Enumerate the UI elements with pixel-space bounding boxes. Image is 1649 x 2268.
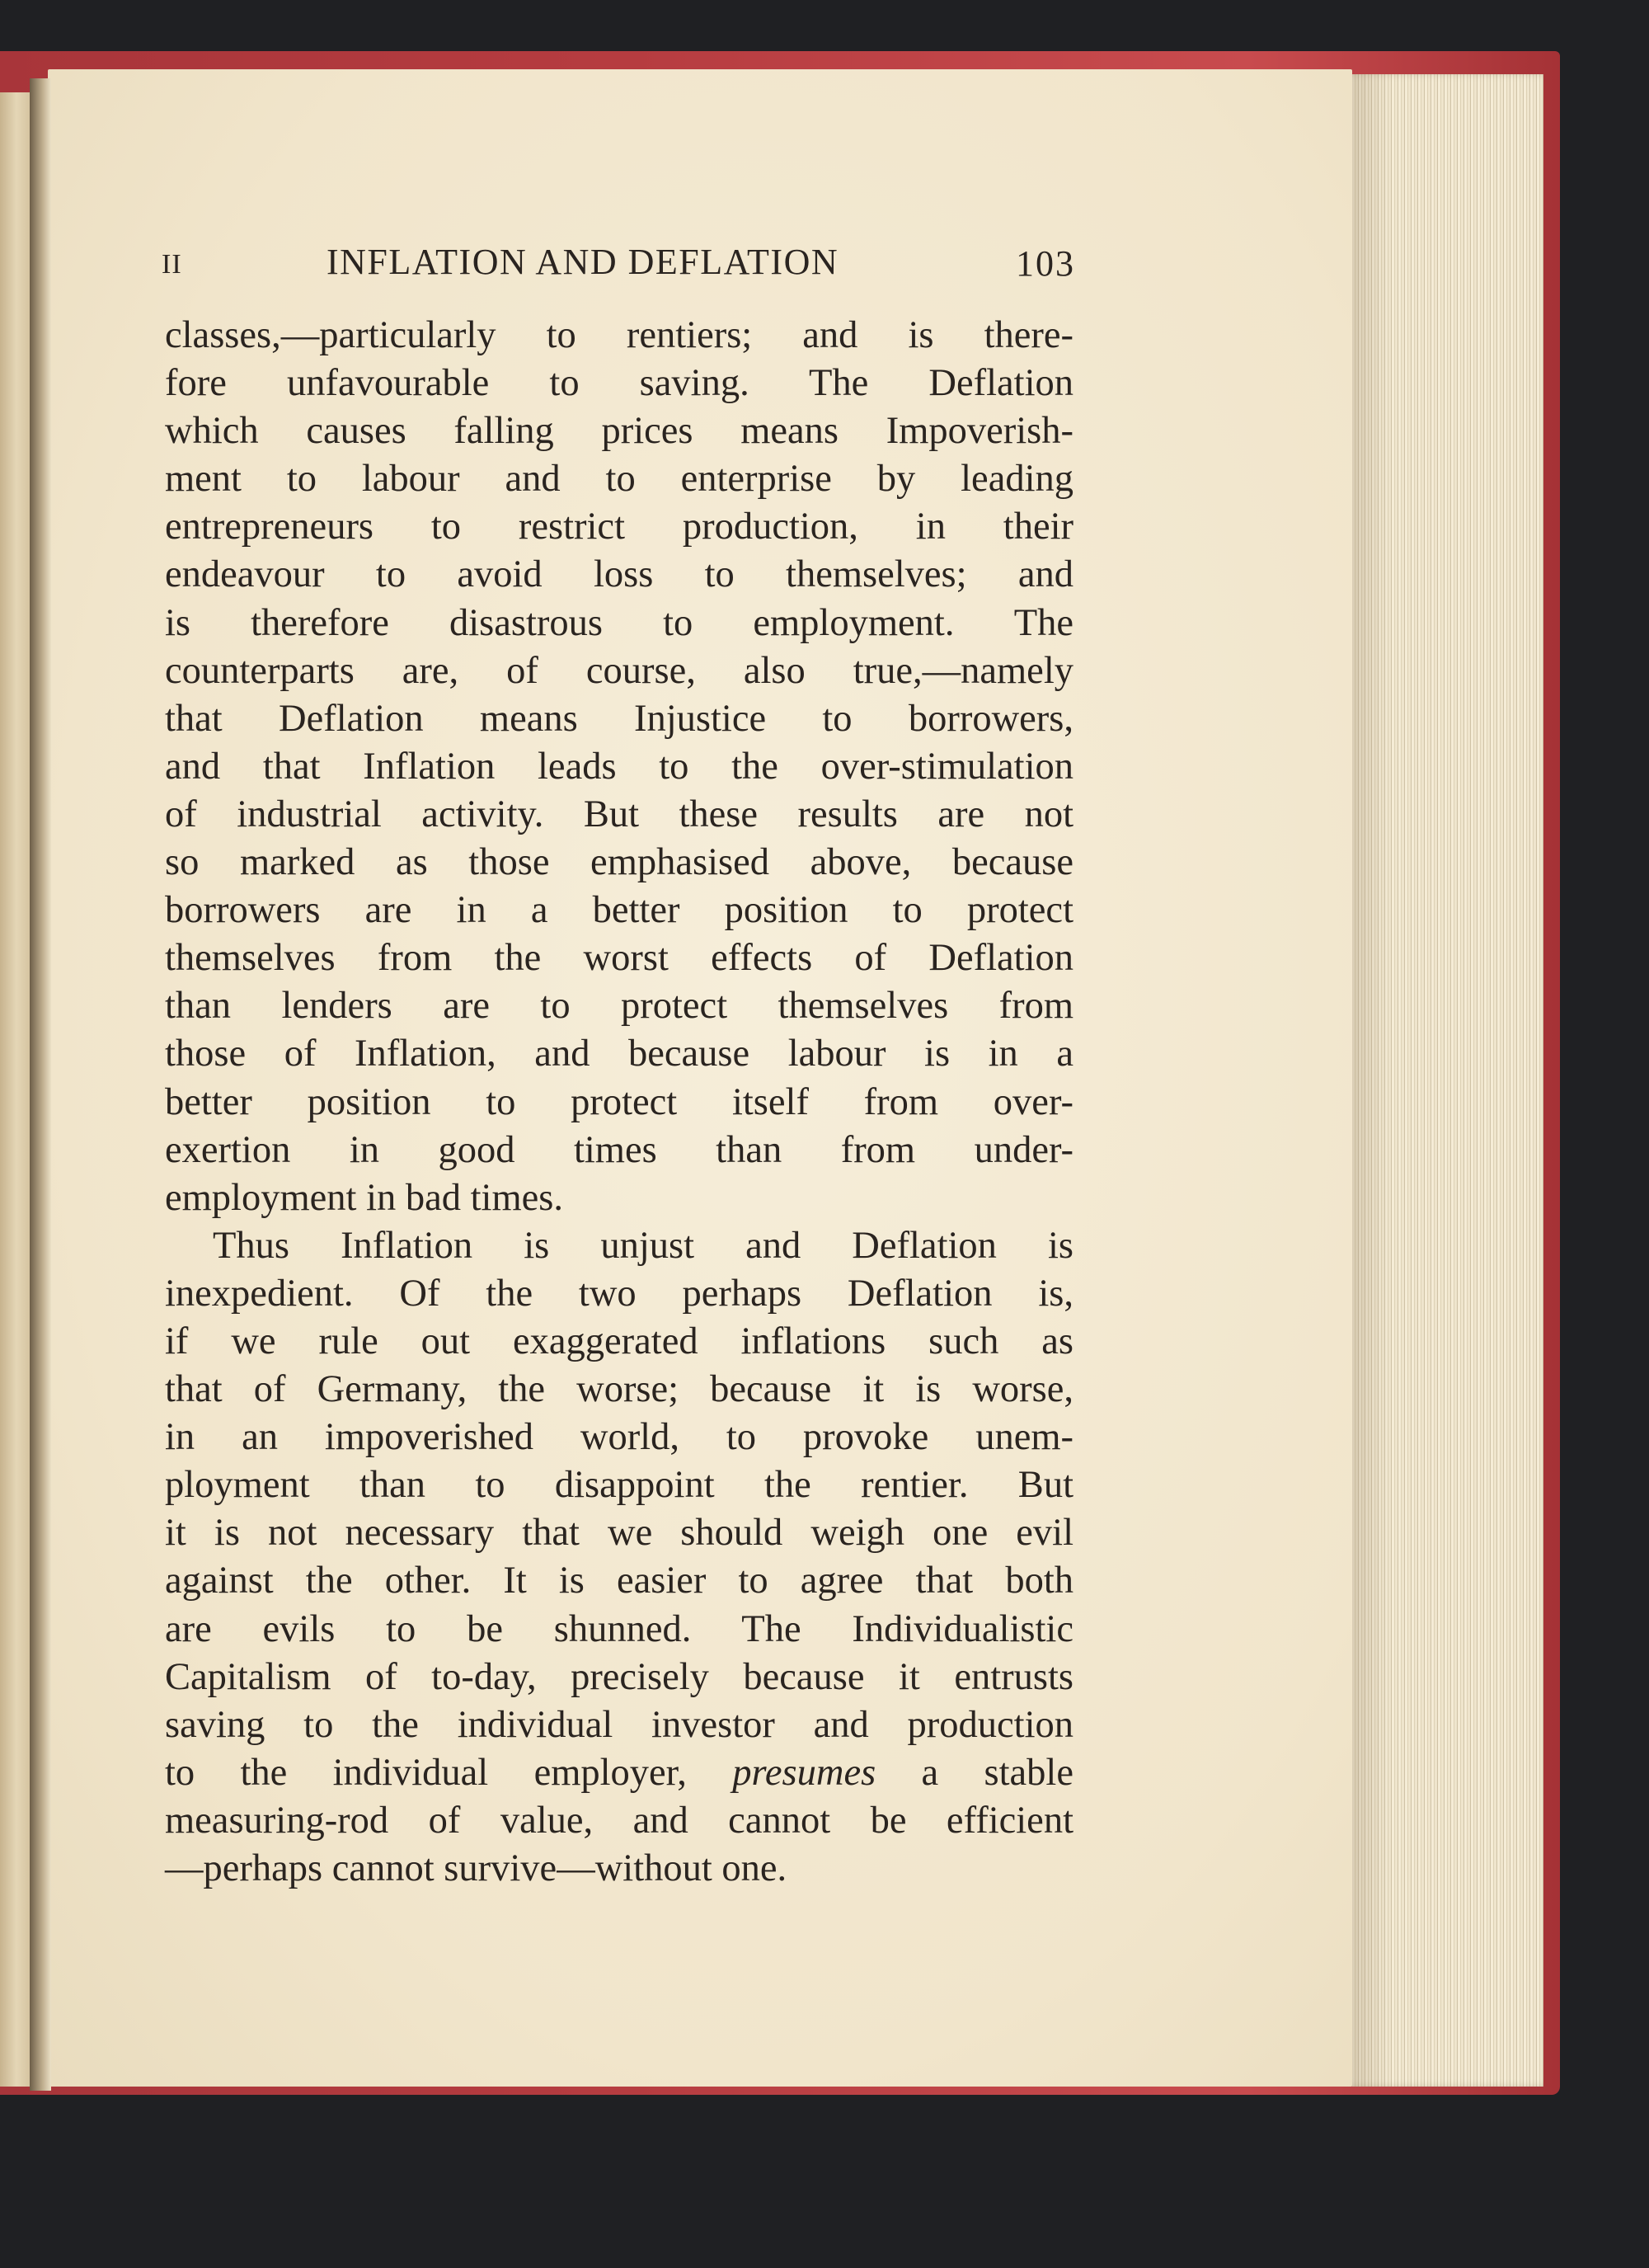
text-line-with-italic [165, 1749, 1073, 1797]
text-line: classes,—particularly to rentiers; and is there- [165, 314, 1073, 356]
text-line: borrowers are in a better position to protect [165, 889, 1073, 932]
text-line: exertion in good times than from under- [165, 1128, 1073, 1171]
text-line: which causes falling prices means Impoverish- [165, 410, 1073, 453]
text-line: themselves from the worst effects of Deflation [165, 937, 1073, 980]
facing-page-edge [0, 92, 33, 2087]
text-line: so marked as those emphasised above, because [165, 841, 1073, 884]
text-line: that of Germany, the worse; because it is worse, [165, 1368, 1073, 1411]
text-line: and that Inflation leads to the over-stimulation [165, 745, 1073, 788]
body-text [165, 312, 1073, 1893]
text-line: ployment than to disappoint the rentier. But [165, 1464, 1073, 1507]
text-line: of industrial activity. But these results are not [165, 793, 1073, 835]
text-segment: to the individual employer, [165, 1751, 687, 1794]
text-line: in an impoverished world, to provoke unem- [165, 1416, 1073, 1459]
text-line: that Deflation means Injustice to borrowers, [165, 697, 1073, 740]
running-title: INFLATION AND DEFLATION [327, 242, 839, 282]
text-line: counterparts are, of course, also true,—namely [165, 649, 1073, 692]
text-line: better position to protect itself from over- [165, 1080, 1073, 1123]
text-line: those of Inflation, and because labour is in a [165, 1033, 1073, 1075]
text-line: measuring-rod of value, and cannot be efficient [165, 1799, 1073, 1842]
text-line: if we rule out exaggerated inflations such as [165, 1320, 1073, 1362]
text-segment: a stable [921, 1751, 1073, 1794]
text-line: against the other. It is easier to agree that both [165, 1560, 1073, 1602]
text-line: is therefore disastrous to employment. The [165, 601, 1073, 644]
text-line: fore unfavourable to saving. The Deflation [165, 362, 1073, 405]
text-line: —perhaps cannot survive—without one. [165, 1847, 787, 1889]
text-line: saving to the individual investor and production [165, 1703, 1073, 1746]
text-line: are evils to be shunned. The Individualistic [165, 1607, 1073, 1650]
paragraph-start-line: Thus Inflation is unjust and Deflation is [213, 1224, 1073, 1267]
text-line: than lenders are to protect themselves from [165, 985, 1073, 1028]
book-gutter [30, 78, 51, 2091]
text-line: inexpedient. Of the two perhaps Deflation is, [165, 1272, 1073, 1315]
section-number: II [162, 249, 182, 280]
page-number: 103 [1016, 243, 1075, 284]
text-line: Capitalism of to-day, precisely because it entrusts [165, 1655, 1073, 1698]
italic-word: presumes [732, 1751, 876, 1794]
text-line: entrepreneurs to restrict production, in their [165, 506, 1073, 548]
running-head [162, 241, 1075, 290]
text-line: employment in bad times. [165, 1176, 564, 1219]
text-line: ment to labour and to enterprise by leading [165, 458, 1073, 501]
text-line: it is not necessary that we should weigh one evil [165, 1512, 1073, 1555]
text-line: endeavour to avoid loss to themselves; and [165, 553, 1073, 596]
